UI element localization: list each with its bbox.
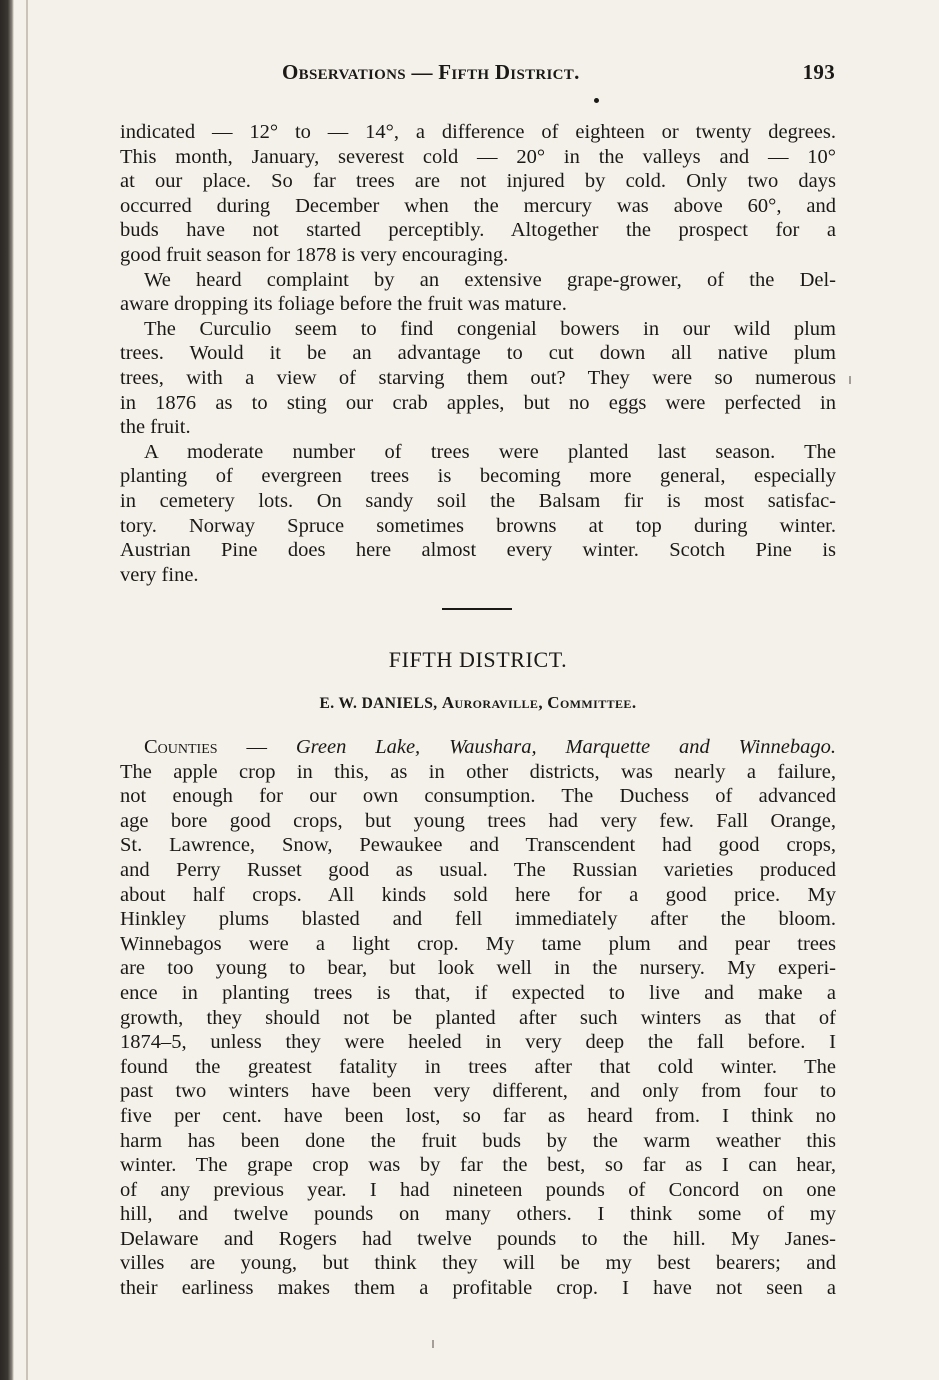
text-line: This month, January, severest cold — 20° in the valleys and — 10° [120,145,836,168]
text-line: are too young to bear, but look well in the nursery. My experi- [120,957,836,980]
text-line: Winnebagos were a light crop. My tame plum and pear trees [120,932,836,955]
text-line: five per cent. have been lost, so far as heard from. I think no [120,1104,836,1127]
section-heading: FIFTH DISTRICT. [388,647,568,672]
text-line: planting of evergreen trees is becoming more general, especially [120,465,836,488]
text-line: St. Lawrence, Snow, Pewaukee and Transcendent had good crops, [120,834,836,857]
text-line: The apple crop in this, as in other districts, was nearly a failure, [120,760,836,783]
text-line: about half crops. All kinds sold here for a good price. My [120,883,836,906]
text-line: Delaware and Rogers had twelve pounds to the hill. My Janes- [120,1227,836,1250]
text-line: 1874–5, unless they were heeled in very deep the fall before. I [120,1031,836,1054]
print-speck [849,376,851,384]
committee-place: Auroraville, [441,693,543,712]
counties-line [120,735,836,760]
text-line: harm has been done the fruit buds by the warm weather this [120,1129,836,1152]
print-speck [432,1340,434,1348]
text-line: and Perry Russet good as usual. The Russian varieties produced [120,858,836,881]
text-line: indicated — 12° to — 14°, a difference of eighteen or twenty degrees. [120,121,836,143]
text-line: their earliness makes them a profitable crop. I have not seen a [120,1277,836,1300]
text-line: in 1876 as to sting our crab apples, but no eggs were perfected in [120,391,836,414]
text-line: buds have not started perceptibly. Altogether the prospect for a [120,219,836,242]
page-number: 193 [802,60,835,84]
text-line: good fruit season for 1878 is very encouraging. [120,243,509,266]
page-gutter-line [26,0,28,1380]
text-line: tory. Norway Spruce sometimes browns at top during winter. [120,514,836,537]
running-head-title: Observations — Fifth District. [282,60,580,84]
text-line: trees. Would it be an advantage to cut down all native plum [120,342,836,365]
text-line: not enough for our own consumption. The Duchess of advanced [120,785,836,808]
text-line: The Curculio seem to find congenial bowers in our wild plum [144,317,836,340]
district-report-text-block [120,735,836,1301]
running-head [120,60,835,88]
committee-role: Committee. [547,693,637,712]
text-line: A moderate number of trees were planted last season. The [144,440,836,463]
text-line: very fine. [120,563,199,586]
counties-dash: — [217,736,296,758]
counties-list: Green Lake, Waushara, Marquette and Winnebago. [295,736,837,758]
text-line: past two winters have been very different, and only from four to [120,1080,836,1103]
text-line: Hinkley plums blasted and fell immediately after the bloom. [120,908,836,931]
text-line: trees, with a view of starving them out? They were so numerous [120,366,836,389]
continued-text-block [120,120,836,587]
text-line: We heard complaint by an extensive grape-grower, of the Del- [144,268,836,291]
text-line: growth, they should not be planted after such winters as that of [120,1006,836,1029]
text-line: winter. The grape crop was by far the best, so far as I can hear, [120,1154,836,1177]
text-line: in cemetery lots. On sandy soil the Balsam fir is most satisfac- [120,489,836,512]
text-line: ence in planting trees is that, if expected to live and make a [120,981,836,1004]
counties-label: Counties [144,736,218,758]
printer-dot [594,98,599,103]
text-line: aware dropping its foliage before the fruit was mature. [120,293,567,316]
text-line: hill, and twelve pounds on many others. I think some of my [120,1203,836,1226]
section-divider-rule [442,608,512,610]
text-line: villes are young, but think they will be my best bearers; and [120,1252,836,1275]
text-line: at our place. So far trees are not injured by cold. Only two days [120,170,836,193]
text-line: of any previous year. I had nineteen pounds of Concord on one [120,1178,836,1201]
text-line: the fruit. [120,416,191,439]
text-line: Austrian Pine does here almost every winter. Scotch Pine is [120,539,836,562]
committee-line [120,693,836,713]
text-line: age bore good crops, but young trees had very few. Fall Orange, [120,809,836,832]
committee-name: E. W. DANIELS, [319,695,438,712]
text-line: occurred during December when the mercury was above 60°, and [120,194,836,217]
text-line: found the greatest fatality in trees after that cold winter. The [120,1055,836,1078]
book-binding-edge [0,0,14,1380]
